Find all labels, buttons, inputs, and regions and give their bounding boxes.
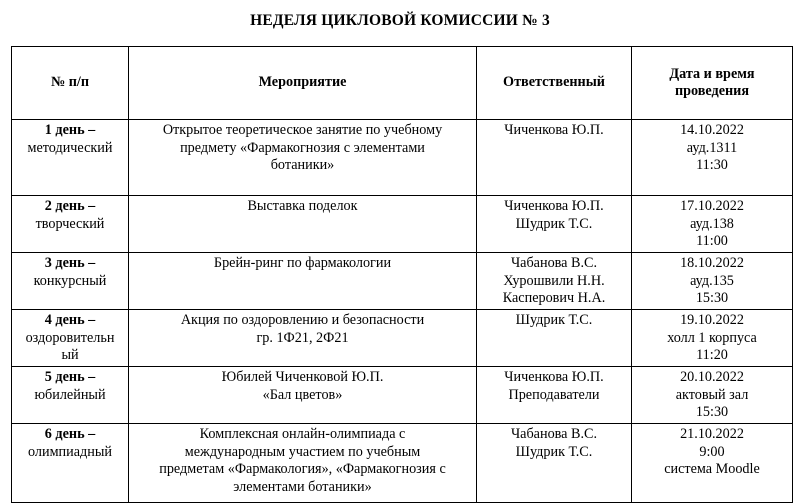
day-type: юбилейный [34, 386, 106, 403]
date-cell [632, 424, 793, 503]
day-type: конкурсный [33, 272, 107, 289]
day-number: 2 день – [44, 198, 96, 214]
date-line: 18.10.2022 [680, 255, 744, 271]
event-line: элементами ботаники» [233, 478, 372, 495]
day-type: оздоровительн [25, 329, 115, 346]
date-cell [632, 120, 793, 196]
responsible-line: Шудрик Т.С. [515, 312, 593, 328]
day-cell [12, 367, 129, 424]
responsible-line: Хурошвили Н.Н. [503, 272, 605, 289]
table-header-row [12, 47, 793, 120]
table-row [12, 310, 793, 367]
responsible-line: Чиченкова Ю.П. [504, 198, 604, 214]
day-number: 1 день – [44, 122, 96, 138]
event-line: Комплексная онлайн-олимпиада с [199, 426, 406, 442]
event-cell [129, 424, 477, 503]
day-cell [12, 310, 129, 367]
day-cell [12, 253, 129, 310]
header-responsible: Ответственный [477, 47, 632, 120]
event-cell [129, 310, 477, 367]
date-cell [632, 367, 793, 424]
event-line: Выставка поделок [247, 198, 358, 214]
header-date-line: Дата и время [669, 65, 755, 82]
date-line: 20.10.2022 [680, 369, 744, 385]
day-type: творческий [35, 215, 105, 232]
date-cell [632, 253, 793, 310]
day-cell [12, 424, 129, 503]
event-line: Открытое теоретическое занятие по учебному [162, 122, 443, 138]
date-line: 19.10.2022 [680, 312, 744, 328]
date-line: 14.10.2022 [680, 122, 744, 138]
date-line: холл 1 корпуса [667, 329, 757, 346]
responsible-cell [477, 196, 632, 253]
event-line: международным участием по учебным [184, 443, 421, 460]
day-number: 3 день – [44, 255, 96, 271]
date-line: 11:00 [696, 233, 728, 249]
event-line: гр. 1Ф21, 2Ф21 [256, 329, 349, 346]
responsible-line: Касперович Н.А. [502, 290, 606, 306]
date-line: система Moodle [664, 461, 760, 477]
day-cell [12, 120, 129, 196]
table-row [12, 196, 793, 253]
event-cell [129, 120, 477, 196]
event-cell [129, 196, 477, 253]
responsible-line: Шудрик Т.С. [515, 443, 593, 460]
event-line: Брейн-ринг по фармакологии [213, 255, 392, 271]
responsible-line: Чиченкова Ю.П. [504, 122, 604, 138]
date-line: 11:30 [696, 157, 728, 173]
responsible-cell [477, 367, 632, 424]
responsible-cell [477, 424, 632, 503]
event-line: предмету «Фармакогнозия с элементами [180, 139, 425, 156]
event-line: Юбилей Чиченковой Ю.П. [221, 369, 384, 385]
day-number: 4 день – [44, 312, 96, 328]
header-date [632, 47, 793, 120]
date-line: 15:30 [695, 404, 729, 420]
responsible-line: Шудрик Т.С. [515, 215, 593, 232]
date-line: ауд.135 [690, 272, 734, 289]
day-type: олимпиадный [28, 443, 112, 460]
table-row [12, 424, 793, 503]
event-line: «Бал цветов» [262, 386, 343, 403]
responsible-cell [477, 120, 632, 196]
date-line: 15:30 [695, 290, 729, 306]
responsible-line: Чабанова В.С. [510, 426, 598, 442]
event-line: ботаники» [270, 157, 335, 173]
date-cell [632, 196, 793, 253]
day-number: 5 день – [44, 369, 96, 385]
date-line: 11:20 [696, 347, 728, 363]
responsible-cell [477, 253, 632, 310]
event-cell [129, 367, 477, 424]
table-row [12, 120, 793, 196]
table-row [12, 367, 793, 424]
day-type: методический [27, 139, 113, 156]
event-cell [129, 253, 477, 310]
responsible-line: Чабанова В.С. [510, 255, 598, 271]
responsible-line: Чиченкова Ю.П. [504, 369, 604, 385]
header-num: № п/п [12, 47, 129, 120]
responsible-line: Преподаватели [508, 386, 600, 403]
date-line: 9:00 [699, 443, 725, 460]
date-line: 21.10.2022 [680, 426, 744, 442]
date-line: ауд.138 [690, 215, 734, 232]
date-line: ауд.1311 [686, 139, 738, 156]
page-title: НЕДЕЛЯ ЦИКЛОВОЙ КОМИССИИ № 3 [250, 12, 550, 29]
date-line: 17.10.2022 [680, 198, 744, 214]
event-line: предметам «Фармакология», «Фармакогнозия с [159, 461, 446, 477]
event-line: Акция по оздоровлению и безопасности [180, 312, 425, 328]
day-cell [12, 196, 129, 253]
day-type: ый [61, 347, 79, 363]
schedule-table [11, 46, 793, 503]
date-cell [632, 310, 793, 367]
header-date-line: проведения [674, 83, 750, 99]
day-number: 6 день – [44, 426, 96, 442]
table-row [12, 253, 793, 310]
responsible-cell [477, 310, 632, 367]
header-event: Мероприятие [129, 47, 477, 120]
date-line: актовый зал [675, 386, 749, 403]
